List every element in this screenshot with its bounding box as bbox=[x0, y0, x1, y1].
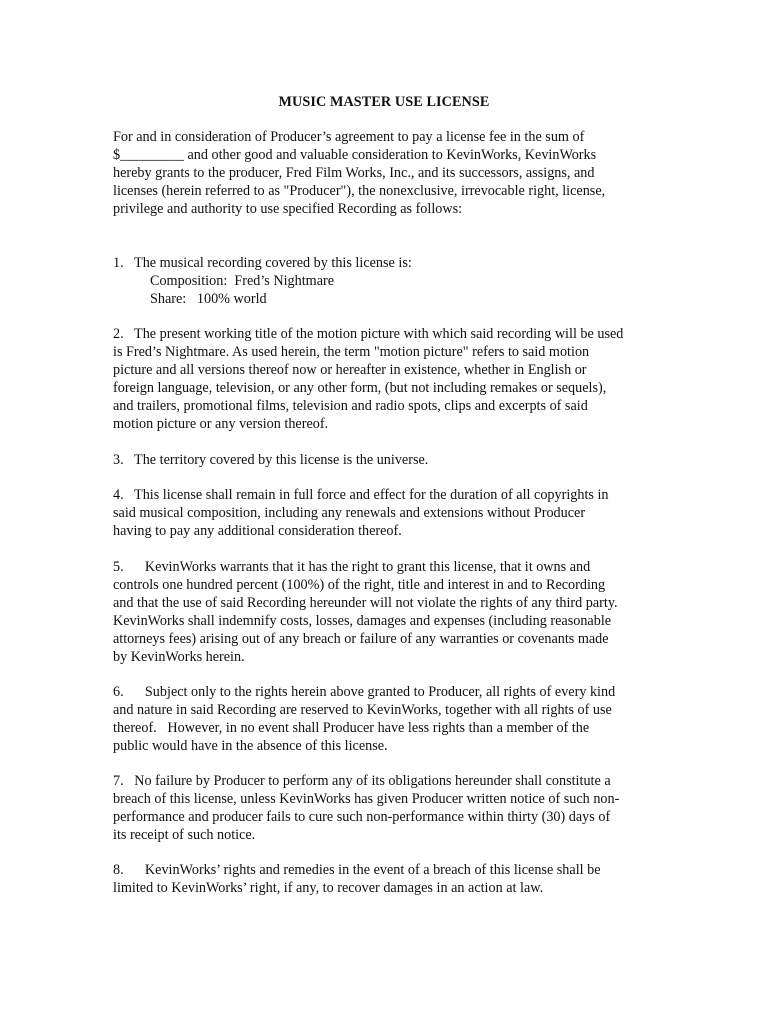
text-line: its receipt of such notice. bbox=[113, 827, 256, 843]
text-line: $_________ and other good and valuable consideration to KevinWorks, KevinWorks bbox=[113, 147, 597, 163]
text-line: motion picture or any version thereof. bbox=[113, 416, 329, 432]
text-line: performance and producer fails to cure such non-performance within thirty (30) days of bbox=[113, 809, 611, 825]
text-line: and that the use of said Recording hereunder will not violate the rights of any third party. bbox=[113, 595, 618, 611]
share-line: Share: 100% world bbox=[150, 291, 267, 307]
text-line: thereof. However, in no event shall Producer have less rights than a member of the bbox=[113, 720, 590, 736]
text-line: licenses (herein referred to as "Producer"), the nonexclusive, irrevocable right, license, bbox=[113, 183, 606, 199]
text-line: 8. KevinWorks’ rights and remedies in the event of a breach of this license shall be bbox=[113, 862, 601, 878]
text-line: is Fred’s Nightmare. As used herein, the term "motion picture" refers to said motion bbox=[113, 344, 590, 360]
text-line: attorneys fees) arising out of any breach or failure of any warranties or covenants made bbox=[113, 631, 609, 647]
text-line: controls one hundred percent (100%) of the right, title and interest in and to Recording bbox=[113, 577, 606, 593]
composition-line: Composition: Fred’s Nightmare bbox=[150, 273, 335, 289]
text-line: having to pay any additional consideration thereof. bbox=[113, 523, 402, 539]
text-line: and nature in said Recording are reserved to KevinWorks, together with all rights of use bbox=[113, 702, 612, 718]
text-line: picture and all versions thereof now or hereafter in existence, whether in English or bbox=[113, 362, 587, 378]
text-line: by KevinWorks herein. bbox=[113, 649, 245, 665]
text-line: privilege and authority to use specified Recording as follows: bbox=[113, 201, 463, 217]
text-line: 5. KevinWorks warrants that it has the right to grant this license, that it owns and bbox=[113, 559, 591, 575]
text-line: public would have in the absence of this license. bbox=[113, 738, 388, 754]
text-line: foreign language, television, or any other form, (but not including remakes or sequels), bbox=[113, 380, 607, 396]
text-line: 3. The territory covered by this license is the universe. bbox=[113, 452, 429, 468]
text-line: 4. This license shall remain in full force and effect for the duration of all copyrights in bbox=[113, 487, 609, 503]
text-line: limited to KevinWorks’ right, if any, to recover damages in an action at law. bbox=[113, 880, 544, 896]
text-line: 2. The present working title of the motion picture with which said recording will be used bbox=[113, 326, 624, 342]
text-line: For and in consideration of Producer’s agreement to pay a license fee in the sum of bbox=[113, 129, 585, 145]
text-line: 1. The musical recording covered by this license is: bbox=[113, 255, 412, 271]
text-line: breach of this license, unless KevinWorks has given Producer written notice of such non- bbox=[113, 791, 620, 807]
text-line: 7. No failure by Producer to perform any of its obligations hereunder shall constitute a bbox=[113, 773, 611, 789]
text-line: and trailers, promotional films, television and radio spots, clips and excerpts of said bbox=[113, 398, 588, 414]
text-line: said musical composition, including any renewals and extensions without Producer bbox=[113, 505, 586, 521]
text-line: hereby grants to the producer, Fred Film Works, Inc., and its successors, assigns, and bbox=[113, 165, 595, 181]
text-line: 6. Subject only to the rights herein above granted to Producer, all rights of every kind bbox=[113, 684, 616, 700]
document-title: MUSIC MASTER USE LICENSE bbox=[278, 94, 490, 110]
text-line: KevinWorks shall indemnify costs, losses, damages and expenses (including reasonable bbox=[113, 613, 612, 629]
